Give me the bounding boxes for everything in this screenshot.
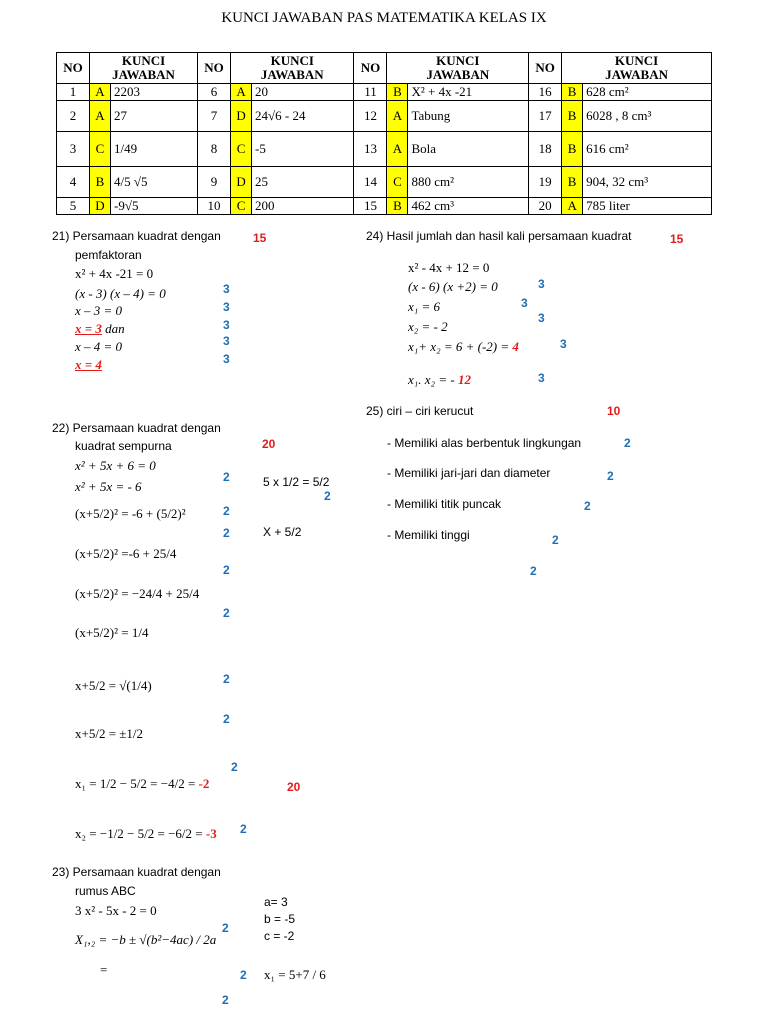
q24-line-6 (408, 372, 471, 388)
cell-letter: B (562, 132, 583, 167)
cell-no: 9 (198, 167, 231, 198)
q21-point: 3 (223, 318, 230, 332)
q23-point: 2 (240, 968, 247, 982)
q23-b: b = -5 (264, 912, 296, 926)
cell-no: 18 (529, 132, 562, 167)
q22-line-4: (x+5/2)² =-6 + 25/4 (75, 546, 177, 561)
q21-point: 3 (223, 282, 230, 296)
q25-point: 2 (552, 533, 559, 547)
col-key: KUNCI JAWABAN (231, 53, 354, 84)
q22-point: 2 (223, 470, 230, 484)
cell-answer: 616 cm² (583, 132, 712, 167)
cell-letter: B (90, 167, 111, 198)
q24-line-4: x₂ = - 2 (408, 319, 448, 334)
q23-x1: x₁ = 5+7 / 6 (264, 967, 326, 982)
answer-key-table (56, 52, 712, 215)
q21-answer-1: x = 3 (75, 321, 102, 336)
q24-sum: x₁+ x₂ = 6 + (-2) = (408, 339, 513, 354)
q23-line-1: 3 x² - 5x - 2 = 0 (75, 903, 157, 918)
q24-line-5 (408, 339, 519, 355)
q22-point: 2 (223, 712, 230, 726)
q25-score: 10 (607, 404, 621, 418)
q22-side-2: X + 5/2 (263, 525, 302, 539)
col-no: NO (354, 53, 387, 84)
q22-score-2: 20 (287, 780, 301, 794)
cell-letter: A (387, 132, 408, 167)
q21-line-2: (x - 3) (x – 4) = 0 (75, 286, 166, 301)
cell-answer: 20 (252, 84, 354, 101)
cell-no: 20 (529, 198, 562, 215)
cell-no: 6 (198, 84, 231, 101)
cell-letter: A (562, 198, 583, 215)
cell-letter: D (231, 101, 252, 132)
q21-point: 3 (223, 334, 230, 348)
cell-no: 4 (57, 167, 90, 198)
q25-point: 2 (530, 564, 537, 578)
q21-line-4 (75, 321, 125, 337)
cell-answer: 6028 , 8 cm³ (583, 101, 712, 132)
q22-line-9 (75, 776, 209, 792)
q24-sum-result: 4 (512, 339, 519, 354)
page-title: KUNCI JAWABAN PAS MATEMATIKA KELAS IX (221, 10, 547, 26)
cell-no: 10 (198, 198, 231, 215)
q22-point: 2 (223, 606, 230, 620)
q25-heading: 25) ciri – ciri kerucut (366, 404, 474, 418)
q24-heading: 24) Hasil jumlah dan hasil kali persamaan kuadrat (366, 229, 632, 243)
cell-no: 17 (529, 101, 562, 132)
q22-heading: 22) Persamaan kuadrat dengan (52, 421, 221, 435)
cell-letter: C (387, 167, 408, 198)
cell-no: 8 (198, 132, 231, 167)
cell-answer: X² + 4x -21 (408, 84, 529, 101)
cell-answer: 1/49 (111, 132, 198, 167)
q24-line-3: x₁ = 6 (408, 299, 441, 314)
table-row (57, 198, 712, 215)
q22-point: 2 (231, 760, 238, 774)
q23-heading-2: rumus ABC (75, 884, 136, 898)
q22-point: 2 (324, 489, 331, 503)
table-header-row (57, 53, 712, 84)
q21-line-5: x – 4 = 0 (75, 339, 123, 354)
cell-answer: 25 (252, 167, 354, 198)
cell-answer: 24√6 - 24 (252, 101, 354, 132)
cell-answer: 4/5 √5 (111, 167, 198, 198)
q21-line-3: x – 3 = 0 (75, 303, 123, 318)
table-row (57, 84, 712, 101)
cell-letter: D (231, 167, 252, 198)
q24-product: x₁. x₂ = - (408, 372, 458, 387)
q22-line-2: x² + 5x = - 6 (75, 479, 142, 494)
q22-side-1: 5 x 1/2 = 5/2 (263, 475, 330, 489)
cell-answer: 880 cm² (408, 167, 529, 198)
cell-letter: D (90, 198, 111, 215)
q24-score: 15 (670, 232, 684, 246)
table-row (57, 167, 712, 198)
col-key: KUNCI JAWABAN (387, 53, 529, 84)
cell-letter: C (231, 132, 252, 167)
cell-no: 5 (57, 198, 90, 215)
q25-item: - Memiliki alas berbentuk lingkungan (387, 436, 582, 450)
cell-no: 13 (354, 132, 387, 167)
cell-letter: A (90, 84, 111, 101)
cell-answer: 785 liter (583, 198, 712, 215)
cell-letter: A (387, 101, 408, 132)
q21-line-1: x² + 4x -21 = 0 (75, 266, 154, 281)
cell-no: 14 (354, 167, 387, 198)
q22-point: 2 (240, 822, 247, 836)
cell-letter: B (562, 84, 583, 101)
cell-answer: 2203 (111, 84, 198, 101)
q22-x1: x₁ = 1/2 − 5/2 = −4/2 = (75, 776, 196, 791)
q22-line-5: (x+5/2)² = −24/4 + 25/4 (75, 586, 200, 601)
q23-point: 2 (222, 921, 229, 935)
table-row (57, 101, 712, 132)
q24-point: 3 (538, 311, 545, 325)
q22-line-7: x+5/2 = √(1/4) (75, 678, 152, 693)
col-key: KUNCI JAWABAN (562, 53, 712, 84)
q23-heading: 23) Persamaan kuadrat dengan (52, 865, 221, 879)
q22-x1-result: -2 (198, 776, 210, 791)
q24-line-1: x² - 4x + 12 = 0 (408, 260, 490, 275)
q22-point: 2 (223, 526, 230, 540)
cell-no: 15 (354, 198, 387, 215)
q22-point: 2 (223, 504, 230, 518)
cell-answer: Tabung (408, 101, 529, 132)
cell-answer: 628 cm² (583, 84, 712, 101)
cell-letter: B (562, 101, 583, 132)
cell-answer: -9√5 (111, 198, 198, 215)
col-no: NO (198, 53, 231, 84)
q22-x2: x₂ = −1/2 − 5/2 = −6/2 = (75, 826, 203, 841)
q22-score: 20 (262, 437, 276, 451)
cell-no: 11 (354, 84, 387, 101)
q25-item: - Memiliki jari-jari dan diameter (387, 466, 551, 480)
q22-line-1: x² + 5x + 6 = 0 (75, 458, 156, 473)
q25-point: 2 (607, 469, 614, 483)
q22-point: 2 (223, 672, 230, 686)
cell-no: 12 (354, 101, 387, 132)
cell-no: 7 (198, 101, 231, 132)
q25-item: - Memiliki tinggi (387, 528, 470, 542)
q21-answer-2: x = 4 (75, 357, 102, 372)
q24-point: 3 (521, 296, 528, 310)
q24-point: 3 (538, 277, 545, 291)
q22-line-10 (75, 826, 217, 842)
cell-letter: B (387, 84, 408, 101)
q25-point: 2 (624, 436, 631, 450)
cell-letter: C (90, 132, 111, 167)
cell-answer: 200 (252, 198, 354, 215)
q21-heading: 21) Persamaan kuadrat dengan (52, 229, 221, 243)
q24-point: 3 (560, 337, 567, 351)
q21-score: 15 (253, 231, 267, 245)
cell-letter: A (90, 101, 111, 132)
table-row (57, 132, 712, 167)
q23-point: 2 (222, 993, 229, 1007)
q24-product-result: 12 (457, 372, 471, 387)
q22-heading-2: kuadrat sempurna (75, 439, 172, 453)
cell-no: 16 (529, 84, 562, 101)
cell-letter: B (387, 198, 408, 215)
col-no: NO (57, 53, 90, 84)
cell-letter: B (562, 167, 583, 198)
cell-answer: 904, 32 cm³ (583, 167, 712, 198)
q23-line-3: = (100, 962, 108, 977)
q25-point: 2 (584, 499, 591, 513)
cell-no: 3 (57, 132, 90, 167)
cell-answer: Bola (408, 132, 529, 167)
cell-no: 2 (57, 101, 90, 132)
cell-no: 1 (57, 84, 90, 101)
q22-line-3: (x+5/2)² = -6 + (5/2)² (75, 506, 186, 521)
q21-point: 3 (223, 300, 230, 314)
q24-line-2: (x - 6) (x +2) = 0 (408, 279, 498, 294)
cell-letter: A (231, 84, 252, 101)
q22-point: 2 (223, 563, 230, 577)
col-no: NO (529, 53, 562, 84)
q21-heading-2: pemfaktoran (75, 248, 142, 262)
cell-answer: -5 (252, 132, 354, 167)
cell-letter: C (231, 198, 252, 215)
cell-answer: 462 cm³ (408, 198, 529, 215)
q22-line-8: x+5/2 = ±1/2 (75, 726, 144, 741)
q21-point: 3 (223, 352, 230, 366)
q23-line-2: X₁,₂ = −b ± √(b²−4ac) / 2a (75, 932, 217, 947)
q25-item: - Memiliki titik puncak (387, 497, 502, 511)
cell-answer: 27 (111, 101, 198, 132)
cell-no: 19 (529, 167, 562, 198)
q22-line-6: (x+5/2)² = 1/4 (75, 625, 149, 640)
col-key: KUNCI JAWABAN (90, 53, 198, 84)
q23-a: a= 3 (264, 895, 288, 909)
q21-dan: dan (101, 321, 125, 336)
q22-x2-result: -3 (205, 826, 217, 841)
q24-point: 3 (538, 371, 545, 385)
q23-c: c = -2 (264, 929, 295, 943)
